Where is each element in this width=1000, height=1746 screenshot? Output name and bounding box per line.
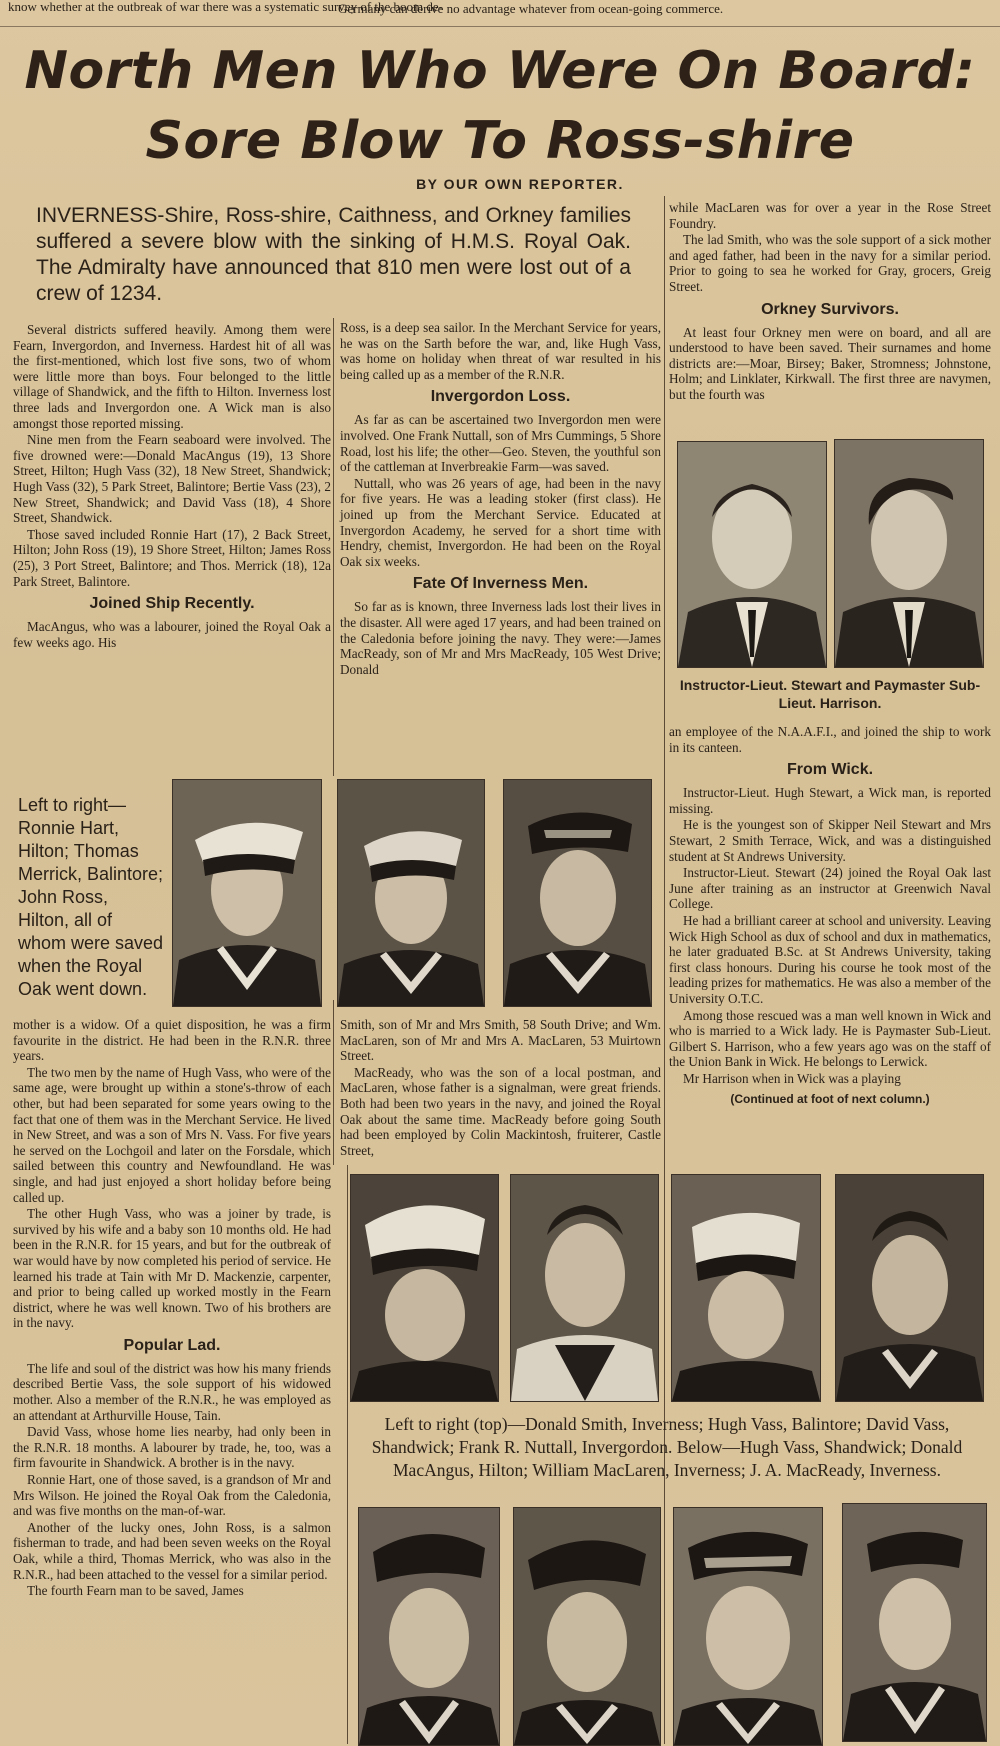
photo-paymaster-harrison [834, 439, 984, 668]
paragraph: while MacLaren was for over a year in the Rose Street Foundry. [669, 200, 991, 231]
paragraph: As far as can be ascertained two Invergordon men were involved. One Frank Nuttall, son of Mrs Cummings, 5 Shore Road, lost his life; the other—Geo. Steven, the youthful son of the cattleman at Inverbreakie Farm—was saved. [340, 412, 661, 475]
paragraph: Smith, son of Mr and Mrs Smith, 58 South Drive; and Wm. MacLaren, son of Mr and Mrs A. MacLaren, 53 Muirtown Street. [340, 1017, 661, 1064]
subheading-popular-lad: Popular Lad. [123, 1336, 221, 1354]
headline-line-1: North Men Who Were On Board: [24, 41, 976, 101]
photo-hugh-vass-shandwick [358, 1507, 500, 1746]
victims-caption: Left to right (top)—Donald Smith, Inverness; Hugh Vass, Balintore; David Vass, Shandwick; Frank R. Nuttall, Invergordon. Below—Hugh Vass, Shandwick; Donald MacAngus, Hilton; William MacLaren, Inverness; J. A. MacReady, Inverness. [371, 1414, 963, 1480]
sailor-portrait-icon [511, 1175, 658, 1401]
byline: BY OUR OWN REPORTER. [416, 176, 624, 192]
top-divider [0, 26, 1000, 27]
subheading-invergordon-loss: Invergordon Loss. [430, 388, 571, 406]
photo-john-ross [503, 779, 652, 1007]
photo-donald-macangus [513, 1507, 661, 1746]
paragraph: The life and soul of the district was how his many friends described Bertie Vass, the sole support of his widowed mother. Also a member of the R.N.R., he was employed as an attendant at Arthurville House, Tain. [13, 1360, 331, 1423]
paragraph: So far as is known, three Inverness lads lost their lives in the disaster. All were aged 17 years, and had been trained on the Caledonia before joining the navy. They were:—James MacReady, son of Mr and Mrs MacReady, 105 West Drive; Donald [340, 599, 661, 677]
photo-william-maclaren [673, 1507, 823, 1746]
paragraph: MacAngus, who was a labourer, joined the Royal Oak a few weeks ago. His [13, 619, 331, 650]
officer-portrait-icon [835, 440, 983, 667]
photo-ronnie-hart [172, 779, 322, 1007]
paragraph: Ross, is a deep sea sailor. In the Merchant Service for years, he was on the Sarth before the war, and, like Hugh Vass, was home on holiday when threat of war resulted in his being called up as a member of the R.N.R. [340, 320, 661, 382]
paragraph: Several districts suffered heavily. Among them were Fearn, Invergordon, and Inverness. Hardest hit of all was the first-mentioned, which lost five sons, two of whom were little more than boys. Four belonged to the little village of Shandwick, and the fifth to Hilton. Inverness lost three lads and Invergordon one. A Wick man is also amongst those reported missing. [13, 322, 331, 431]
paragraph: MacReady, who was the son of a local postman, and MacLaren, whose father is a signalman, were great friends. Both had been two years in the navy, and joined the Royal Oak about the same time. MacReady before going South had been employed by Colin Mackintosh, fruiterer, Castle Street, [340, 1064, 661, 1158]
paragraph: He had a brilliant career at school and university. Leaving Wick High School as dux of school and dux in mathematics, he later graduated B.Sc. at St Andrews University, taking first class honours. During his course he took most of the leading prizes for mathematics. He was also a member of the University O.T.C. [669, 912, 991, 1006]
photo-frank-nuttall [835, 1174, 984, 1402]
paragraph: mother is a widow. Of a quiet disposition, he was a firm favourite in the district. He had been in the R.N.R. three years. [13, 1017, 331, 1064]
photo-ja-macready [842, 1503, 987, 1742]
paragraph: an employee of the N.A.A.F.I., and joined the ship to work in its canteen. [669, 724, 991, 755]
column-rule [333, 318, 334, 776]
column-rule [333, 1000, 334, 1165]
paragraph: Instructor-Lieut. Hugh Stewart, a Wick man, is reported missing. [669, 785, 991, 816]
sailor-portrait-icon [836, 1175, 983, 1401]
sailor-portrait-icon [351, 1175, 498, 1401]
photo-hugh-vass-balintore [510, 1174, 659, 1402]
paragraph: At least four Orkney men were on board, and all are understood to have been saved. Their surnames and home districts are:—Moar, Birsey; Baker, Stromness; Johnstone, Holm; and Linklater, Kirkwall. The first three are navymen, but the fourth was [669, 324, 991, 402]
paragraph: David Vass, whose home lies nearby, had only been in the R.N.R. 18 months. A labourer by trade, he, too, was a firm favourite in Shandwick. A brother is in the navy. [13, 1424, 331, 1471]
subheading-orkney-survivors: Orkney Survivors. [761, 300, 899, 318]
sailor-portrait-icon [359, 1508, 499, 1745]
intro-paragraph: INVERNESS-Shire, Ross-shire, Caithness, and Orkney families suffered a severe blow with the sinking of H.M.S. Royal Oak. The Admiralty have announced that 810 men were lost out of a crew of 1234. [36, 204, 631, 305]
paragraph: Instructor-Lieut. Stewart (24) joined the Royal Oak last June after training as an instructor at Greenwich Naval College. [669, 865, 991, 912]
column-2 [340, 320, 661, 678]
saved-sailors-caption: Left to right—Ronnie Hart, Hilton; Thomas Merrick, Balintore; John Ross, Hilton, all of whom were saved when the Royal Oak went down. [18, 795, 164, 999]
lower-column-2 [340, 1017, 661, 1159]
subheading-from-wick: From Wick. [786, 761, 874, 779]
paragraph: Mr Harrison when in Wick was a playing [683, 1070, 901, 1086]
paragraph: The two men by the name of Hugh Vass, who were of the same age, were brought up within a stone's-throw of each other, but had been separated for some years owing to the fact that one of them was in the Merchant Service. He lived in New Street, and was a son of Mrs N. Vass. For five years he served on the Lochgoil and later on the Forsdale, which sailed between this country and Newfoundland. He was single, and had just enjoyed a short holiday before being called up. [13, 1064, 331, 1205]
sailor-portrait-icon [504, 780, 651, 1006]
sailor-portrait-icon [514, 1508, 660, 1745]
paragraph: Those saved included Ronnie Hart (17), 2 Back Street, Hilton; John Ross (19), 19 Shore Street, Hilton; James Ross (25), 3 Port Street, Balintore; and Thos. Merrick (18), 12a Park Street, Balintore. [13, 526, 331, 589]
column-rule [664, 196, 665, 1744]
photo-donald-smith [350, 1174, 499, 1402]
subheading-fate-inverness: Fate Of Inverness Men. [412, 575, 589, 593]
lower-column-1 [13, 1017, 331, 1600]
column-3-bottom [669, 724, 991, 1108]
sailor-portrait-icon [843, 1504, 986, 1741]
continued-note: (Continued at foot of next column.) [730, 1092, 930, 1107]
subheading-joined-ship: Joined Ship Recently. [89, 595, 255, 613]
paragraph: Ronnie Hart, one of those saved, is a grandson of Mr and Mrs Wilson. He joined the Royal Oak from the Caledonia, and was five months on the man-of-war. [13, 1472, 331, 1519]
previous-article-scrap-middle: Germany can derive no advantage whatever from ocean-going commerce. [338, 1, 724, 16]
column-3-top [669, 200, 991, 404]
previous-article-scrap-left: know whether at the outbreak of war there was a systematic survey of the boom de- [8, 0, 443, 14]
paragraph: Among those rescued was a man well known in Wick and who is married to a Wick lady. He is Paymaster Sub-Lieut. Gilbert S. Harrison, who a few years ago was on the staff of the Union Bank in Wick. He belongs to Lerwick. [669, 1007, 991, 1070]
paragraph: He is the youngest son of Skipper Neil Stewart and Mrs Stewart, 2 Smith Terrace, Wick, and was a distinguished student at St Andrews University. [669, 817, 991, 864]
paragraph: Nine men from the Fearn seaboard were involved. The five drowned were:—Donald MacAngus (19), 13 Shore Street, Hilton; Hugh Vass (32), 18 New Street, Shandwick; Hugh Vass (32), 5 Park Street, Balintore; Bertie Vass (23), 2 New Street, Shandwick; and David Vass (18), 4 Shore Street, Shandwick. [13, 432, 331, 526]
photo-thomas-merrick [337, 779, 485, 1007]
paragraph: The lad Smith, who was the sole support of a sick mother and aged father, had been in the navy for a similar period. Prior to going to sea he worked for Gray, grocers, Greig Street. [669, 232, 991, 294]
photo-david-vass [671, 1174, 821, 1402]
paragraph: Nuttall, who was 26 years of age, had been in the navy for five years. He was a leading stoker (first class). He joined up from the Merchant Service. Educated at Invergordon Academy, he served for a short time with Hendry, chemist, Invergordon. He had been on the Royal Oak six weeks. [340, 475, 661, 569]
sailor-portrait-icon [338, 780, 484, 1006]
paragraph: The other Hugh Vass, who was a joiner by trade, is survived by his wife and a baby son 10 months old. He had been in the R.N.R. for 15 years, and but for the outbreak of war would have by now completed his period of service. He learned his trade at Tain with Mr D. Mackenzie, carpenter, and prior to being called up worked mostly in the Fearn district, where he was well known. Two of his brothers are in the navy. [13, 1206, 331, 1331]
sailor-portrait-icon [674, 1508, 822, 1745]
paragraph: Another of the lucky ones, John Ross, is a salmon fisherman to trade, and had been seven weeks on the Royal Oak, while a third, Thomas Merrick, who was also in the R.N.R., had been attached to the vessel for a similar period. [13, 1519, 331, 1582]
headline-line-2: Sore Blow To Ross-shire [145, 111, 855, 171]
photo-instructor-lieut-stewart [677, 441, 827, 668]
officers-caption: Instructor-Lieut. Stewart and Paymaster Sub-Lieut. Harrison. [679, 677, 981, 711]
paragraph: The fourth Fearn man to be saved, James [27, 1583, 244, 1599]
sailor-portrait-icon [672, 1175, 820, 1401]
officer-portrait-icon [678, 442, 826, 667]
column-1 [13, 322, 331, 651]
column-rule [347, 1165, 348, 1744]
sailor-portrait-icon [173, 780, 321, 1006]
